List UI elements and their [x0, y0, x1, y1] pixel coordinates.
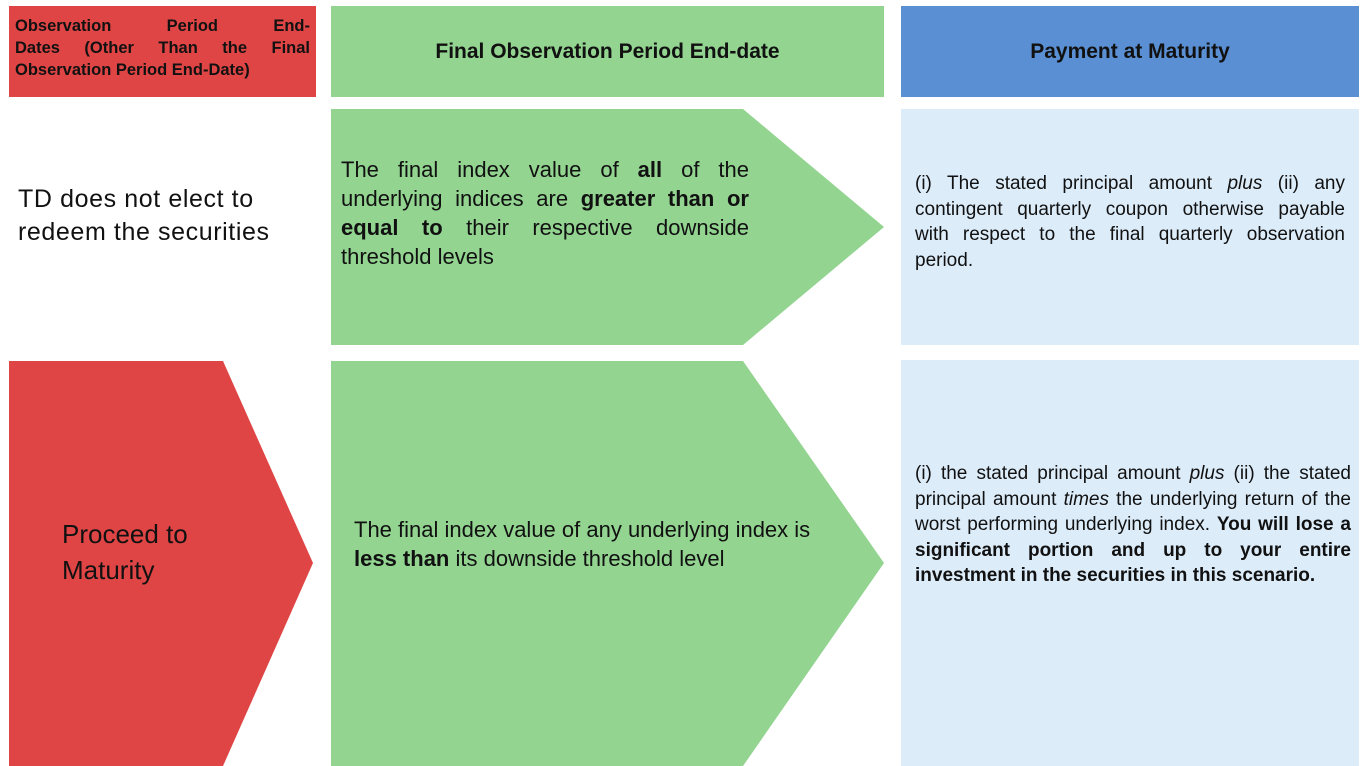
row1-left-label: TD does not elect to redeem the securities [18, 185, 270, 246]
row1-blue-t1: (i) The stated principal amount [915, 173, 1228, 194]
row1-green-text [341, 155, 749, 271]
row2-green-text [354, 515, 834, 573]
row1-payment-box [901, 109, 1359, 345]
row1-green-b2: greater than or equal to [341, 186, 749, 240]
row1-green-t2: of the underlying indices are [341, 157, 749, 211]
row1-condition-text [18, 183, 318, 249]
row2-blue-t1: (i) the stated principal amount [915, 463, 1190, 484]
row2-blue-b1: You will lose a significant portion and up to your entire investment in the securities in this scenario. [915, 514, 1351, 586]
row1-green-t3: their respective downside threshold levels [341, 215, 749, 269]
header-final-observation-period [331, 6, 884, 97]
header-red-line-3: Observation Period End-Date) [15, 61, 250, 79]
row2-proceed-to-maturity [62, 516, 282, 588]
row2-green-t2: its downside threshold level [449, 546, 725, 571]
row1-green-b1: all [637, 157, 663, 182]
header-red-line-1: Observation Period End- [15, 17, 310, 35]
row2-blue-t3: the underlying return of the worst performing underlying index. [915, 488, 1351, 535]
row2-payment-box [901, 360, 1359, 766]
header-observation-period-end-dates [9, 6, 316, 97]
row2-blue-i1: plus [1189, 463, 1225, 484]
row1-blue-t2: (ii) any contingent quarterly coupon otherwise payable with respect to the final quarterly observation period. [915, 173, 1345, 271]
row2-green-t1: The final index value of any underlying index is [354, 517, 811, 542]
row2-green-b1: less than [354, 546, 450, 571]
row2-red-label: Proceed to Maturity [62, 519, 188, 585]
row2-blue-t2: (ii) the stated principal amount [915, 463, 1351, 510]
row1-blue-i1: plus [1227, 173, 1263, 194]
row2-blue-i2: times [1063, 488, 1109, 510]
header-blue-label: Payment at Maturity [1030, 39, 1230, 63]
header-green-label: Final Observation Period End-date [435, 39, 780, 63]
header-red-line-2: Dates (Other Than the Final [15, 39, 310, 57]
row1-green-t1: The final index value of [341, 157, 638, 182]
header-payment-at-maturity [901, 6, 1359, 97]
